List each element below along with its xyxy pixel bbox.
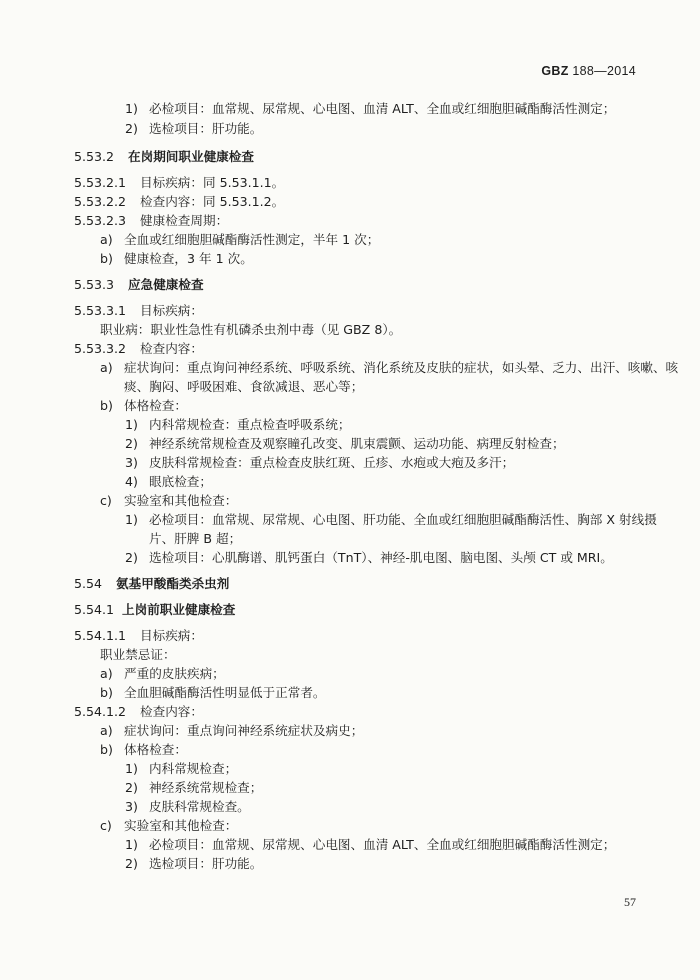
list-item: 4) 眼底检查； <box>125 474 212 489</box>
paragraph: 职业病：职业性急性有机磷杀虫剂中毒（见 GBZ 8）。 <box>100 322 402 337</box>
list-item: 1) 必检项目：血常规、尿常规、心电图、血清 ALT、全血或红细胞胆碱酯酶活性测定； <box>125 837 616 852</box>
list-item: c) 实验室和其他检查： <box>100 818 238 833</box>
list-item: a) 症状询问：重点询问神经系统、呼吸系统、消化系统及皮肤的症状，如头晕、乏力、出汗、咳嗽、咳 <box>100 360 679 375</box>
clause: 5.54.1.2 检查内容： <box>74 704 203 719</box>
paragraph: 职业禁忌证： <box>100 647 176 662</box>
list-item: 2) 神经系统常规检查及观察瞳孔改变、肌束震颤、运动功能、病理反射检查； <box>125 436 565 451</box>
standard-number: 188—2014 <box>572 64 636 78</box>
list-item: 3) 皮肤科常规检查：重点检查皮肤红斑、丘疹、水疱或大疱及多汗； <box>125 455 515 470</box>
list-item: c) 实验室和其他检查： <box>100 493 238 508</box>
section-heading: 5.53.3 应急健康检查 <box>74 277 204 292</box>
list-item: b) 体格检查： <box>100 742 187 757</box>
clause: 5.54.1.1 目标疾病： <box>74 628 203 643</box>
section-heading: 5.54.1 上岗前职业健康检查 <box>74 602 236 617</box>
clause: 5.53.3.2 检查内容： <box>74 341 203 356</box>
list-item: a) 严重的皮肤疾病； <box>100 666 225 681</box>
list-item: 2) 神经系统常规检查； <box>125 780 263 795</box>
clause: 5.53.2.2 检查内容：同 5.53.1.2。 <box>74 194 285 209</box>
list-item: 2) 选检项目：心肌酶谱、肌钙蛋白（TnT）、神经-肌电图、脑电图、头颅 CT 或 MRI。 <box>125 550 613 565</box>
list-item: 2) 选检项目：肝功能。 <box>125 121 263 136</box>
list-item: 1) 内科常规检查； <box>125 761 238 776</box>
clause: 5.53.2.3 健康检查周期： <box>74 213 229 228</box>
page-number: 57 <box>624 895 636 909</box>
list-item: a) 症状询问：重点询问神经系统症状及病史； <box>100 723 364 738</box>
section-heading: 5.54 氨基甲酸酯类杀虫剂 <box>74 576 230 591</box>
list-item: 1) 必检项目：血常规、尿常规、心电图、血清 ALT、全血或红细胞胆碱酯酶活性测定； <box>125 101 616 116</box>
list-item-continuation: 痰、胸闷、呼吸困难、食欲减退、恶心等； <box>124 379 364 394</box>
standard-code: GBZ <box>541 64 569 78</box>
clause: 5.53.2.1 目标疾病：同 5.53.1.1。 <box>74 175 285 190</box>
list-item: 3) 皮肤科常规检查。 <box>125 799 250 814</box>
list-item: 1) 必检项目：血常规、尿常规、心电图、肝功能、全血或红细胞胆碱酯酶活性、胸部 X 射线摄 <box>125 512 657 527</box>
list-item: a) 全血或红细胞胆碱酯酶活性测定，半年 1 次； <box>100 232 380 247</box>
list-item: b) 体格检查： <box>100 398 187 413</box>
clause: 5.53.3.1 目标疾病： <box>74 303 203 318</box>
list-item: 1) 内科常规检查：重点检查呼吸系统； <box>125 417 351 432</box>
list-item: b) 健康检查，3 年 1 次。 <box>100 251 253 266</box>
section-heading: 5.53.2 在岗期间职业健康检查 <box>74 149 254 164</box>
page-header <box>541 64 636 78</box>
list-item: 2) 选检项目：肝功能。 <box>125 856 263 871</box>
list-item-continuation: 片、肝脾 B 超； <box>149 531 242 546</box>
list-item: b) 全血胆碱酯酶活性明显低于正常者。 <box>100 685 326 700</box>
